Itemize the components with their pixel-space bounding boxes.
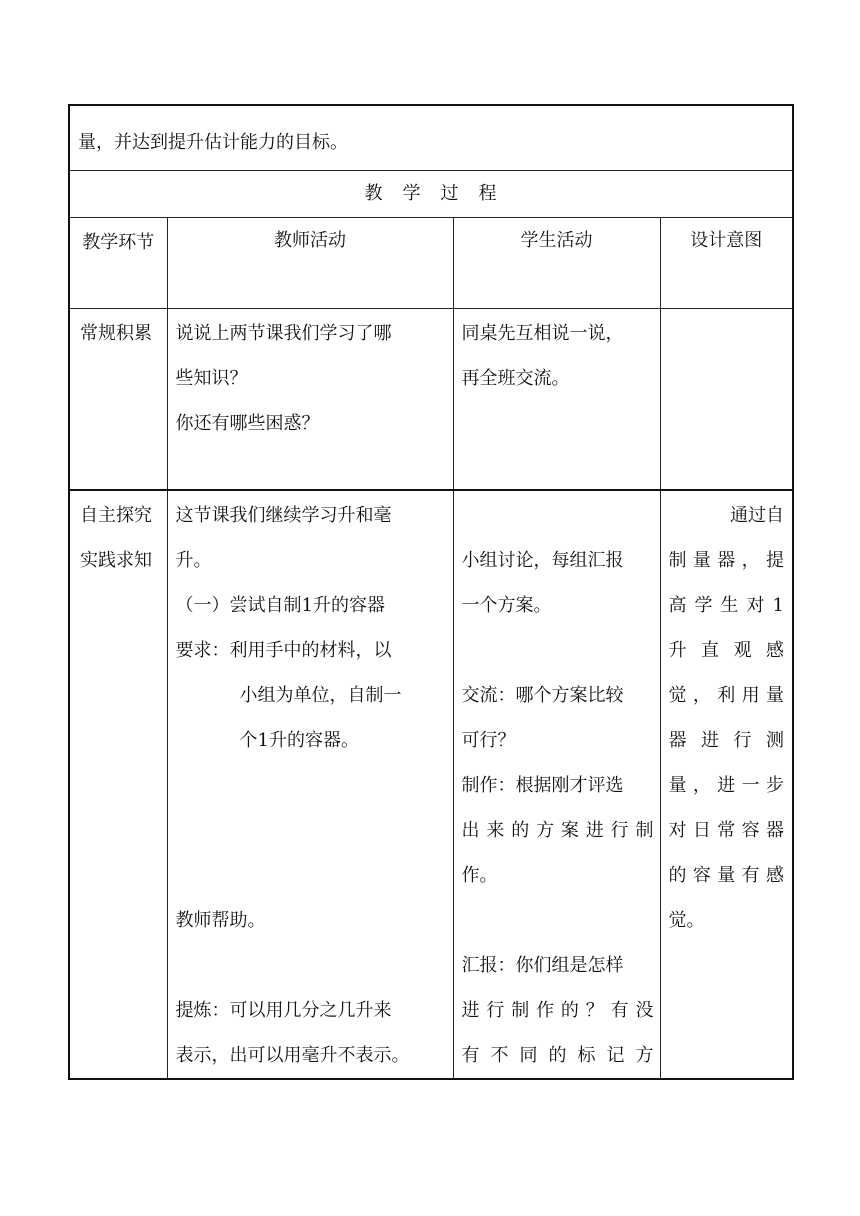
teacher-cell [167, 490, 453, 1079]
teacher-requirement-line: 个1升的容器。 [239, 730, 359, 751]
student-line: 汇报：你们组是怎样 [461, 955, 624, 976]
header-design: 设计意图 [660, 218, 793, 309]
student-line: 出来的方案进行制 [461, 820, 654, 841]
stage-cell [69, 490, 167, 1079]
design-line: 的容量有感 [668, 865, 784, 886]
teacher-subheading: （一）尝试自制1升的容器 [175, 595, 385, 616]
teacher-refine: 表示，出可以用毫升不表示。 [175, 1045, 410, 1066]
design-line: 对日常容器 [668, 820, 784, 841]
design-line: 通过自 [730, 505, 784, 526]
student-line: 制作：根据刚才评选 [461, 775, 624, 796]
student-line: 作。 [461, 865, 498, 886]
section-title-row [69, 171, 793, 218]
header-teacher: 教师活动 [167, 218, 453, 309]
teacher-requirement: 要求：利用手中的材料，以 [175, 640, 392, 661]
student-cell [453, 490, 660, 1079]
teacher-line: 这节课我们继续学习升和毫 [175, 505, 392, 526]
student-cell [453, 309, 660, 491]
header-stage [69, 218, 167, 309]
lesson-plan-table [68, 104, 794, 1080]
student-line: 可行？ [461, 730, 516, 751]
teacher-help: 教师帮助。 [175, 910, 266, 931]
header-row [69, 218, 793, 309]
teacher-line: 你还有哪些困惑？ [175, 413, 320, 434]
design-cell [660, 490, 793, 1079]
intro-cell [69, 105, 793, 171]
teacher-line: 些知识？ [175, 368, 248, 389]
stage-cell [69, 309, 167, 491]
student-line: 同桌先互相说一说， [461, 323, 624, 344]
table-row-routine [69, 309, 793, 491]
student-line: 再全班交流。 [461, 368, 570, 389]
design-line: 升直观感 [668, 640, 784, 661]
student-line: 有不同的标记方 [461, 1045, 654, 1066]
design-cell [660, 309, 793, 491]
design-line: 量，进一步 [668, 775, 784, 796]
teacher-requirement-line: 小组为单位，自制一 [239, 685, 402, 706]
intro-row [69, 105, 793, 171]
table-row-explore [69, 490, 793, 1079]
stage-label: 常规积累 [80, 323, 152, 344]
stage-label: 自主探究 [80, 505, 152, 526]
design-line: 高学生对1 [668, 595, 784, 616]
teacher-line: 升。 [175, 550, 212, 571]
teacher-cell [167, 309, 453, 491]
design-line: 器进行测 [668, 730, 784, 751]
section-title: 教 学 过 程 [69, 171, 793, 218]
design-line: 制量器，提 [668, 550, 784, 571]
student-line: 一个方案。 [461, 595, 552, 616]
design-line: 觉。 [668, 910, 705, 931]
teacher-refine: 提炼：可以用几分之几升来 [175, 1000, 392, 1021]
header-student: 学生活动 [453, 218, 660, 309]
student-line: 进行制作的？有没 [461, 1000, 654, 1021]
design-line: 觉，利用量 [668, 685, 784, 706]
student-line: 小组讨论，每组汇报 [461, 550, 624, 571]
intro-text: 量，并达到提升估计能力的目标。 [78, 132, 348, 153]
stage-label: 实践求知 [80, 550, 152, 571]
student-line: 交流：哪个方案比较 [461, 685, 624, 706]
teacher-line: 说说上两节课我们学习了哪 [175, 323, 392, 344]
header-stage-text: 教学环节 [82, 232, 155, 253]
